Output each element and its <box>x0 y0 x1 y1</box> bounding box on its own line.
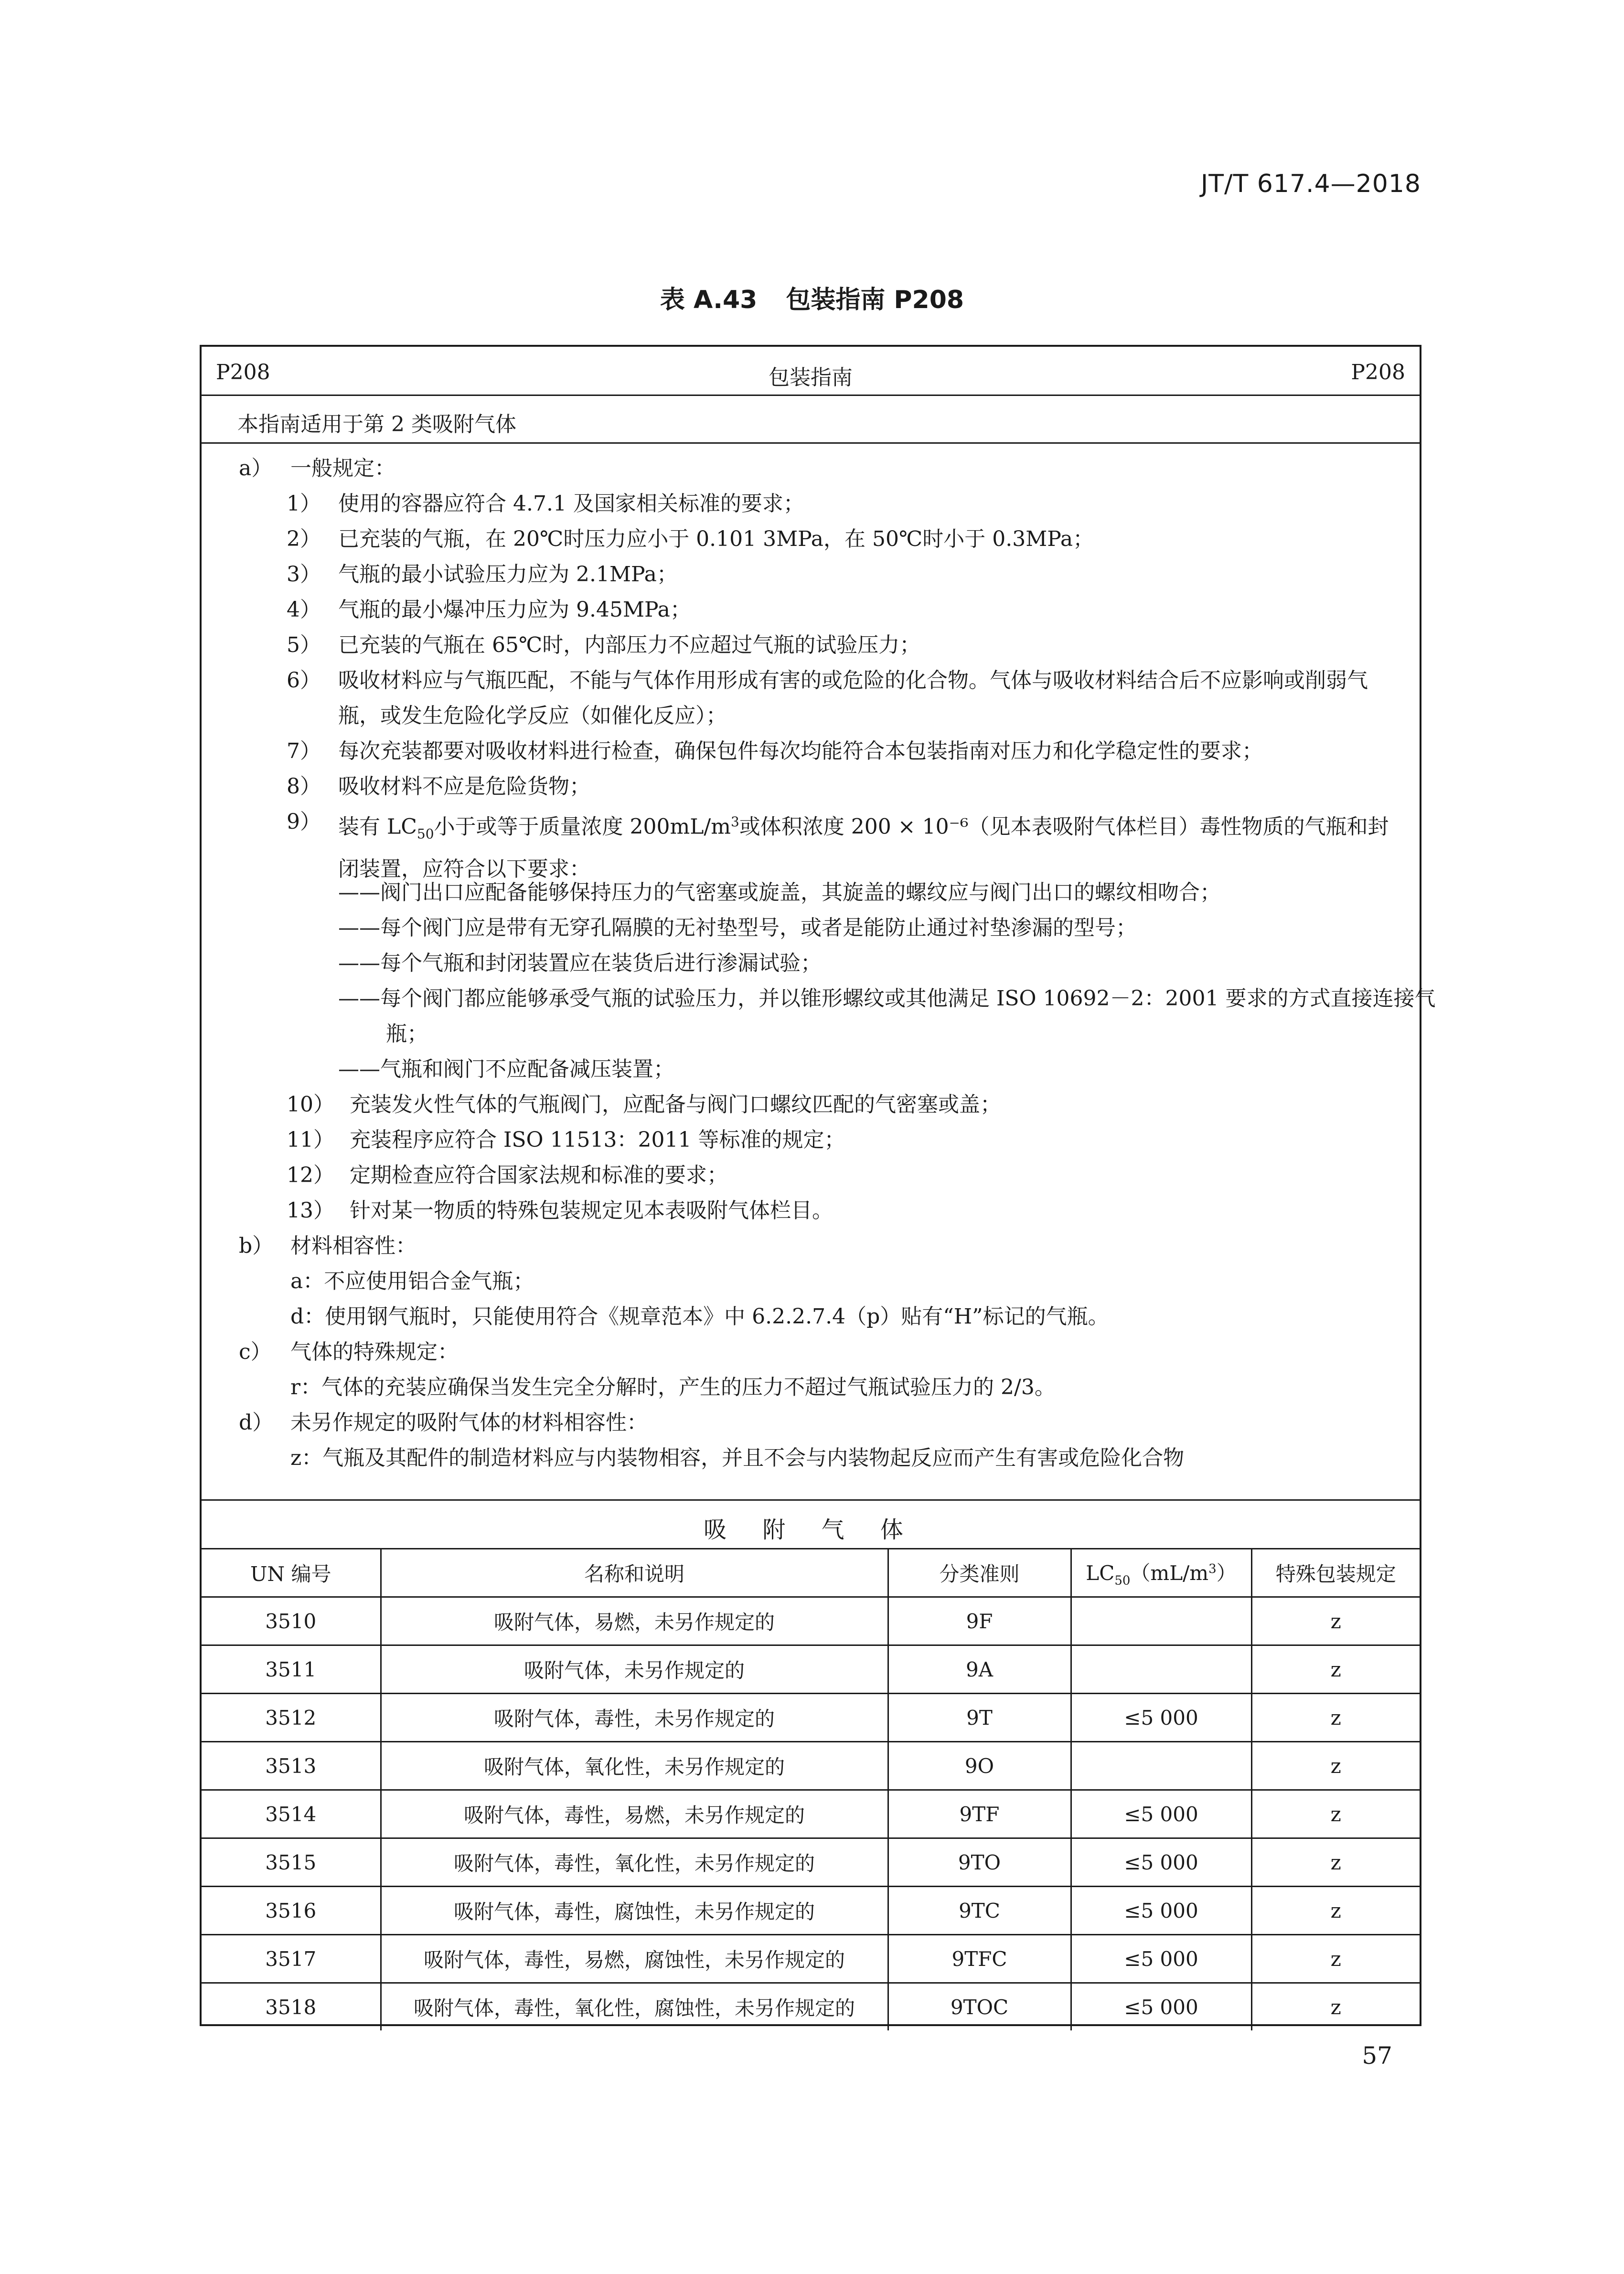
cell-name: 吸附气体，毒性，易燃，未另作规定的 <box>381 1790 888 1838</box>
dash-item: ——每个气瓶和封闭装置应在装货后进行渗漏试验； <box>338 951 822 975</box>
cell-class: 9TFC <box>888 1935 1071 1983</box>
cell-un: 3511 <box>202 1645 381 1694</box>
col-un: UN 编号 <box>202 1549 381 1597</box>
standard-number: JT/T 617.4—2018 <box>1200 170 1421 198</box>
table-row <box>202 1887 1420 1935</box>
section-b-line: a：不应使用铝合金气瓶； <box>290 1269 534 1293</box>
table-row <box>202 1645 1420 1694</box>
table-row <box>202 1694 1420 1742</box>
item-number: 11） <box>287 1128 334 1152</box>
cell-class: 9F <box>888 1597 1071 1645</box>
dash-item: ——阀门出口应配备能够保持压力的气密塞或旋盖，其旋盖的螺纹应与阀门出口的螺纹相吻合； <box>338 880 1221 905</box>
item-text: 吸收材料应与气瓶匹配，不能与气体作用形成有害的或危险的化合物。气体与吸收材料结合后不应影响或削弱气瓶，或发生危险化学反应（如催化反应）； <box>338 668 1368 728</box>
cell-lc: ≤5 000 <box>1071 1983 1251 2031</box>
cell-un: 3514 <box>202 1790 381 1838</box>
cell-special: z <box>1251 1935 1420 1983</box>
section-b-line: d：使用钢气瓶时，只能使用符合《规章范本》中 6.2.2.7.4（p）贴有“H”标记的气瓶。 <box>290 1304 1109 1329</box>
gas-table-title-row <box>202 1499 1420 1549</box>
col-lc50: $LC_{50}(mL/m^3)$ <box>1071 1549 1251 1597</box>
cell-lc <box>1071 1645 1251 1694</box>
header-title: 包装指南 <box>769 365 853 390</box>
section-a-title: 一般规定： <box>290 456 395 480</box>
item-number: 3） <box>287 562 321 587</box>
cell-un: 3516 <box>202 1887 381 1935</box>
item-number: 6） <box>287 668 321 693</box>
cell-name: 吸附气体，毒性，氧化性，未另作规定的 <box>381 1838 888 1887</box>
table-title: 包装指南 P208 <box>786 286 964 314</box>
table-row <box>202 1935 1420 1983</box>
cell-special: z <box>1251 1983 1420 2031</box>
cell-class: 9O <box>888 1742 1071 1790</box>
item-text: 气瓶的最小爆冲压力应为 9.45MPa； <box>338 598 691 622</box>
header-right-code: P208 <box>1351 360 1405 384</box>
dash-item: ——每个阀门应是带有无穿孔隔膜的无衬垫型号，或者是能防止通过衬垫渗漏的型号； <box>338 916 1137 940</box>
cell-name: 吸附气体，氧化性，未另作规定的 <box>381 1742 888 1790</box>
item-number: 5） <box>287 633 321 657</box>
cell-class: 9TC <box>888 1887 1071 1935</box>
cell-lc: ≤5 000 <box>1071 1935 1251 1983</box>
packing-instruction-table <box>200 345 1436 2026</box>
cell-name: 吸附气体，毒性，未另作规定的 <box>381 1694 888 1742</box>
item-text: 针对某一物质的特殊包装规定见本表吸附气体栏目。 <box>350 1198 833 1223</box>
dash-item: ——每个阀门都应能够承受气瓶的试验压力，并以锥形螺纹或其他满足 ISO 10692－2：2001 要求的方式直接连接气瓶； <box>338 986 1436 1046</box>
cell-special: z <box>1251 1887 1420 1935</box>
item-number: 2） <box>287 527 321 551</box>
dash-item: ——气瓶和阀门不应配备减压装置； <box>338 1057 674 1081</box>
table-caption <box>0 279 1624 315</box>
provisions-body <box>202 444 1420 894</box>
cell-special: z <box>1251 1645 1420 1694</box>
cell-name: 吸附气体，未另作规定的 <box>381 1645 888 1694</box>
cell-un: 3510 <box>202 1597 381 1645</box>
item-text: 定期检查应符合国家法规和标准的要求； <box>350 1163 728 1187</box>
gas-table-header <box>202 1549 1420 1597</box>
col-name: 名称和说明 <box>381 1549 888 1597</box>
section-c-marker: c） <box>239 1340 272 1364</box>
item-text: 气瓶的最小试验压力应为 2.1MPa； <box>338 562 678 587</box>
table-row <box>202 1790 1420 1838</box>
section-c-title: 气体的特殊规定： <box>290 1340 459 1364</box>
section-d-marker: d） <box>239 1410 274 1435</box>
cell-lc <box>1071 1742 1251 1790</box>
cell-name: 吸附气体，易燃，未另作规定的 <box>381 1597 888 1645</box>
table-number: 表 A.43 <box>660 286 758 314</box>
item-number: 1） <box>287 491 321 516</box>
item-number: 8） <box>287 774 321 799</box>
section-b-marker: b） <box>239 1234 274 1258</box>
cell-un: 3518 <box>202 1983 381 2031</box>
cell-special: z <box>1251 1694 1420 1742</box>
cell-special: z <box>1251 1742 1420 1790</box>
item-number: 12） <box>287 1163 334 1187</box>
item-text: 已充装的气瓶在 65℃时，内部压力不应超过气瓶的试验压力； <box>338 633 921 657</box>
table-row <box>202 1983 1420 2031</box>
section-c-line: r：气体的充装应确保当发生完全分解时，产生的压力不超过气瓶试验压力的 2/3。 <box>290 1375 1056 1399</box>
gas-table <box>202 1548 1420 2030</box>
section-d-title: 未另作规定的吸附气体的材料相容性： <box>290 1410 648 1435</box>
item-text: 使用的容器应符合 4.7.1 及国家相关标准的要求； <box>338 491 804 516</box>
col-special: 特殊包装规定 <box>1251 1549 1420 1597</box>
cell-lc: ≤5 000 <box>1071 1694 1251 1742</box>
item-text: 吸收材料不应是危险货物； <box>338 774 590 799</box>
cell-special: z <box>1251 1790 1420 1838</box>
cell-lc: ≤5 000 <box>1071 1887 1251 1935</box>
cell-special: z <box>1251 1838 1420 1887</box>
item-text: 充装发火性气体的气瓶阀门，应配备与阀门口螺纹匹配的气密塞或盖； <box>350 1092 1001 1117</box>
item-number: 10） <box>287 1092 334 1117</box>
cell-lc: ≤5 000 <box>1071 1790 1251 1838</box>
item-text: 已充装的气瓶，在 20℃时压力应小于 0.101 3MPa，在 50℃时小于 0.3MPa； <box>338 527 1094 551</box>
scope-text: 本指南适用于第 2 类吸附气体 <box>237 412 516 437</box>
cell-un: 3512 <box>202 1694 381 1742</box>
item-number: 13） <box>287 1198 334 1223</box>
table-row <box>202 1838 1420 1887</box>
item-number: 7） <box>287 739 321 763</box>
cell-un: 3513 <box>202 1742 381 1790</box>
cell-special: z <box>1251 1597 1420 1645</box>
cell-class: 9A <box>888 1645 1071 1694</box>
header-left-code: P208 <box>216 360 270 384</box>
cell-lc: ≤5 000 <box>1071 1838 1251 1887</box>
cell-name: 吸附气体，毒性，腐蚀性，未另作规定的 <box>381 1887 888 1935</box>
cell-class: 9TF <box>888 1790 1071 1838</box>
scope-row <box>202 395 1420 444</box>
cell-class: 9TOC <box>888 1983 1071 2031</box>
item-number: 9） <box>287 810 321 834</box>
section-a-marker: a） <box>239 456 273 480</box>
table-row <box>202 1742 1420 1790</box>
item-text: 装有 $LC_{50}$小于或等于质量浓度 $200mL/m^3$或体积浓度 200 × 10⁻⁶（见本表吸附气体栏目）毒性物质的气瓶和封闭装置，应符合以下要求： <box>338 814 1389 882</box>
page-number: 57 <box>1362 2042 1392 2070</box>
cell-un: 3517 <box>202 1935 381 1983</box>
cell-class: 9TO <box>888 1838 1071 1887</box>
cell-name: 吸附气体，毒性，氧化性，腐蚀性，未另作规定的 <box>381 1983 888 2031</box>
col-class: 分类准则 <box>888 1549 1071 1597</box>
cell-un: 3515 <box>202 1838 381 1887</box>
gas-table-title: 吸 附 气 体 <box>704 1516 918 1543</box>
cell-name: 吸附气体，毒性，易燃，腐蚀性，未另作规定的 <box>381 1935 888 1983</box>
table-row <box>202 1597 1420 1645</box>
header-row <box>202 347 1420 396</box>
item-text: 每次充装都要对吸收材料进行检查，确保包件每次均能符合本包装指南对压力和化学稳定性的要求； <box>338 739 1263 763</box>
item-text: 充装程序应符合 ISO 11513：2011 等标准的规定； <box>350 1128 845 1152</box>
section-d-line: z：气瓶及其配件的制造材料应与内装物相容，并且不会与内装物起反应而产生有害或危险化合物 <box>290 1446 1185 1470</box>
section-b-title: 材料相容性： <box>290 1234 417 1258</box>
cell-class: 9T <box>888 1694 1071 1742</box>
cell-lc <box>1071 1597 1251 1645</box>
item-number: 4） <box>287 598 321 622</box>
